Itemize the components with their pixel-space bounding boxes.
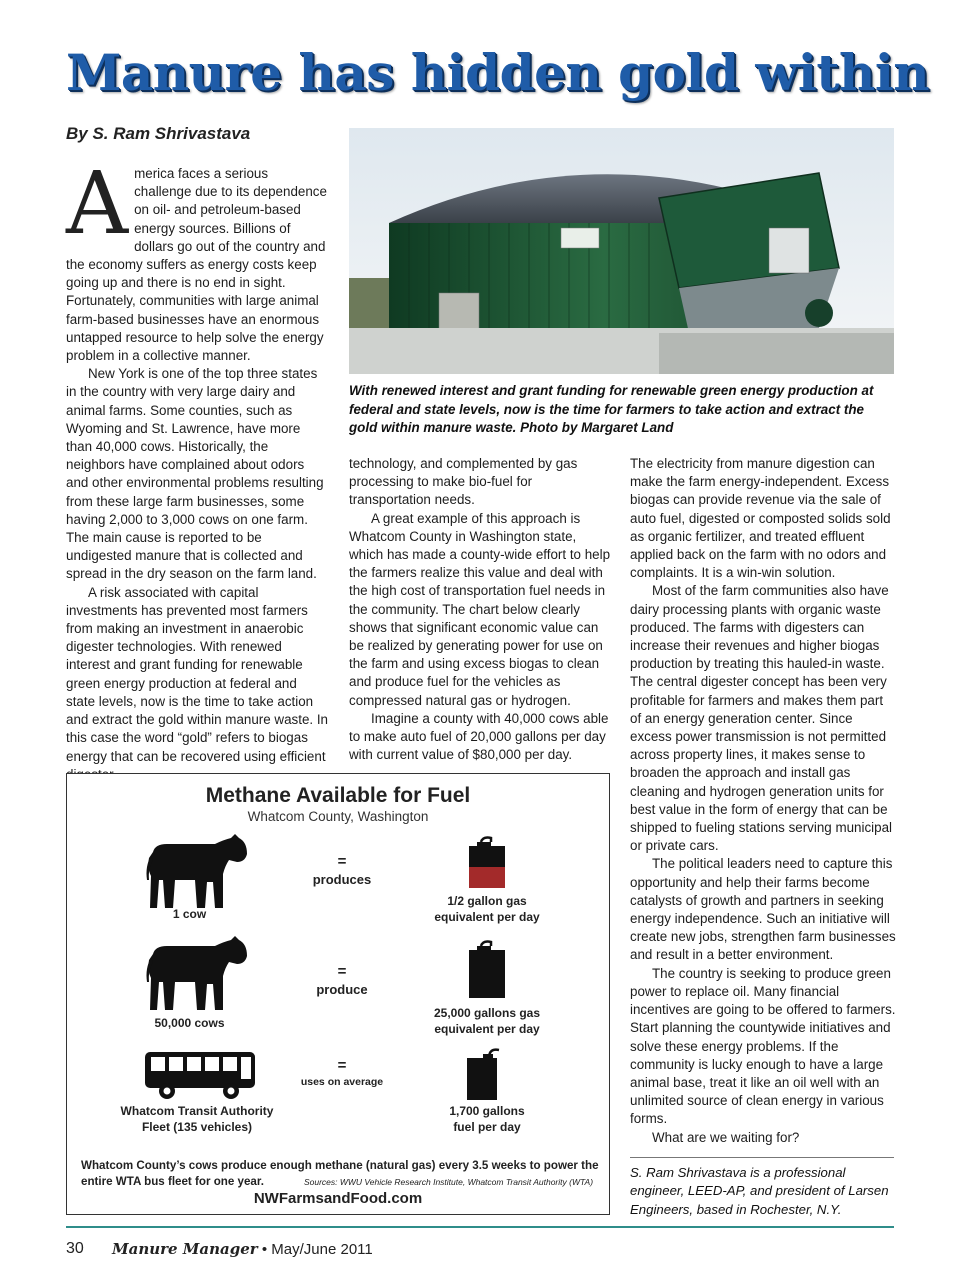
fuel-can-icon xyxy=(463,1046,507,1102)
article-column-2 xyxy=(349,455,613,764)
paragraph: Most of the farm communities also have dairy processing plants with organic waste produced. The farms with digesters can increase their revenues and higher biogas production by treating this hauled-in waste. The central digester concept has been very profitable for farmers and makes them part of an energy generation center. Since excess power transmission is not permitted across property lines, it makes sense to broaden the approach and install gas cleaning and hydrogen generation units for best value in the form of energy that can be shipped to fueling stations serving municipal or private cars. xyxy=(630,583,893,854)
infographic-title: Methane Available for Fuel xyxy=(205,784,471,807)
row2-right-line1: 25,000 gallons gas xyxy=(433,1006,541,1020)
bio-divider xyxy=(630,1157,894,1158)
row1-right-line2: equivalent per day xyxy=(434,910,540,924)
gas-can-icon xyxy=(465,940,509,1000)
sources-note: Sources: WWU Vehicle Research Institute, Whatcom Transit Authority (WTA) xyxy=(303,1177,594,1187)
paragraph: Imagine a county with 40,000 cows able to make auto fuel of 20,000 gallons per day with current value of $80,000 per day. xyxy=(349,710,609,763)
page-number: 30 xyxy=(66,1240,84,1257)
photo-caption: With renewed interest and grant funding for renewable green energy production at federal and state levels, now is the time for farmers to take action and extract the gold within manure waste. Photo by Margaret Land xyxy=(349,383,874,435)
row1-equals: = xyxy=(337,853,347,870)
byline: By S. Ram Shrivastava xyxy=(66,124,251,143)
paragraph: The political leaders need to capture this opportunity and help their farms become catalysts of growth and partners in seeking energy independence. Such an initiative will create new jobs, strengthen farm businesses and result in a better environment. xyxy=(630,856,896,963)
row3-left-line2: Fleet (135 vehicles) xyxy=(141,1120,253,1134)
paragraph: A risk associated with capital investments has prevented most farmers from making an investment in anaerobic digester technologies. With renewed interest and grant funding for renewable green energy production at federal and state levels, now is the time to take action and extract the gold within manure waste. In this case the word “gold” refers to biogas energy that can be recovered using efficient xyxy=(66,584,329,764)
biogas-digester-photo xyxy=(349,128,894,374)
article-column-3 xyxy=(630,455,896,1147)
cow-icon xyxy=(145,934,249,1012)
infographic-url: NWFarmsandFood.com xyxy=(253,1190,423,1207)
footer-publication xyxy=(112,1240,373,1258)
row3-equals: = xyxy=(337,1057,347,1074)
magazine-name: Manure Manager xyxy=(112,1240,258,1258)
first-paragraph-text: merica faces a serious challenge due to its dependence on oil- and petroleum-based energy sources. Billions of dollars go out of the country and the economy suffers as energy costs keep going up and there is no end in sight. Fortunately, communities with large animal farm-based businesses have an enormous untapped resource to help solve the energy problem in a collective manner. xyxy=(66,166,327,364)
footer-divider xyxy=(66,1226,894,1228)
footnote-text: Whatcom County’s cows produce enough methane (natural gas) every 3.5 weeks to power the entire WTA bus fleet for one year. xyxy=(81,1159,599,1188)
paragraph: A great example of this approach is Whatcom County in Washington state, which has made a county-wide effort to help the farmers realize this value and deal with the high cost of transportation fuel needs in the community. The chart below clearly shows that significant economic value can be realized by generating power for use on the farm and using excess biogas to clean and produce fuel for the vehicles as compressed natural gas or hydrogen. xyxy=(349,510,611,708)
article-headline: Manure has hidden gold within xyxy=(66,43,930,102)
row3-right-line1: 1,700 gallons xyxy=(449,1104,525,1118)
row1-right-line1: 1/2 gallon gas xyxy=(447,894,527,908)
issue-date: May/June 2011 xyxy=(271,1241,373,1258)
drop-cap: A xyxy=(66,154,129,254)
paragraph: New York is one of the top three states in the country with very large dairy and animal farms. Some counties, such as Wyoming and St. Lawrence, have more than 40,000 cows. Historically, the neighbors have complained about odors and other environmental problems resulting from these large farm businesses, some having 2,000 to 3,000 cows on one farm. The main cause is reported to be undigested manure that is collected and spread in the dry season on the farm land. xyxy=(66,366,324,582)
cow-icon xyxy=(145,832,249,910)
row3-left-line1: Whatcom Transit Authority xyxy=(120,1104,274,1118)
infographic-footnote xyxy=(81,1158,601,1190)
article-column-1 xyxy=(66,154,329,784)
row2-equals: = xyxy=(337,963,347,980)
row3-right-line2: fuel per day xyxy=(453,1120,521,1134)
paragraph: The electricity from manure digestion can make the farm energy-independent. Excess biogas can provide revenue via the sale of auto fuel, digested or composted solids sold as organic fertilizer, and treated effluent applied back on the farm with no odors and complaints. It is a win-win solution. xyxy=(630,456,891,581)
row1-left-label: 1 cow xyxy=(172,907,207,921)
row2-left-label: 50,000 cows xyxy=(154,1016,225,1030)
author-bio: S. Ram Shrivastava is a professional engineer, LEED-AP, and president of Larsen Engineers, based in Rochester, N.Y. xyxy=(630,1165,889,1217)
row3-verb: uses on average xyxy=(300,1076,384,1088)
digester-illustration xyxy=(349,128,894,374)
methane-infographic xyxy=(66,773,610,1215)
bus-icon xyxy=(143,1050,257,1100)
paragraph: technology, and complemented by gas processing to make bio-fuel for transportation needs. xyxy=(349,456,578,508)
row1-verb: produces xyxy=(312,872,372,887)
paragraph: The country is seeking to produce green power to replace oil. Many financial incentives are going to be offered to farmers. Start planning the countywide initiatives and solve these energy problems. If the community is lucky enough to have a large animal base, treat it like an oil well with an unlimited source of clean energy in various forms. xyxy=(630,965,896,1127)
row2-right-line2: equivalent per day xyxy=(434,1022,540,1036)
footer-separator: • xyxy=(261,1241,268,1258)
paragraph: What are we waiting for? xyxy=(652,1129,800,1145)
first-paragraph xyxy=(66,154,328,365)
infographic-subtitle: Whatcom County, Washington xyxy=(247,809,429,824)
gas-can-half-icon xyxy=(465,836,509,890)
row2-verb: produce xyxy=(316,982,368,997)
